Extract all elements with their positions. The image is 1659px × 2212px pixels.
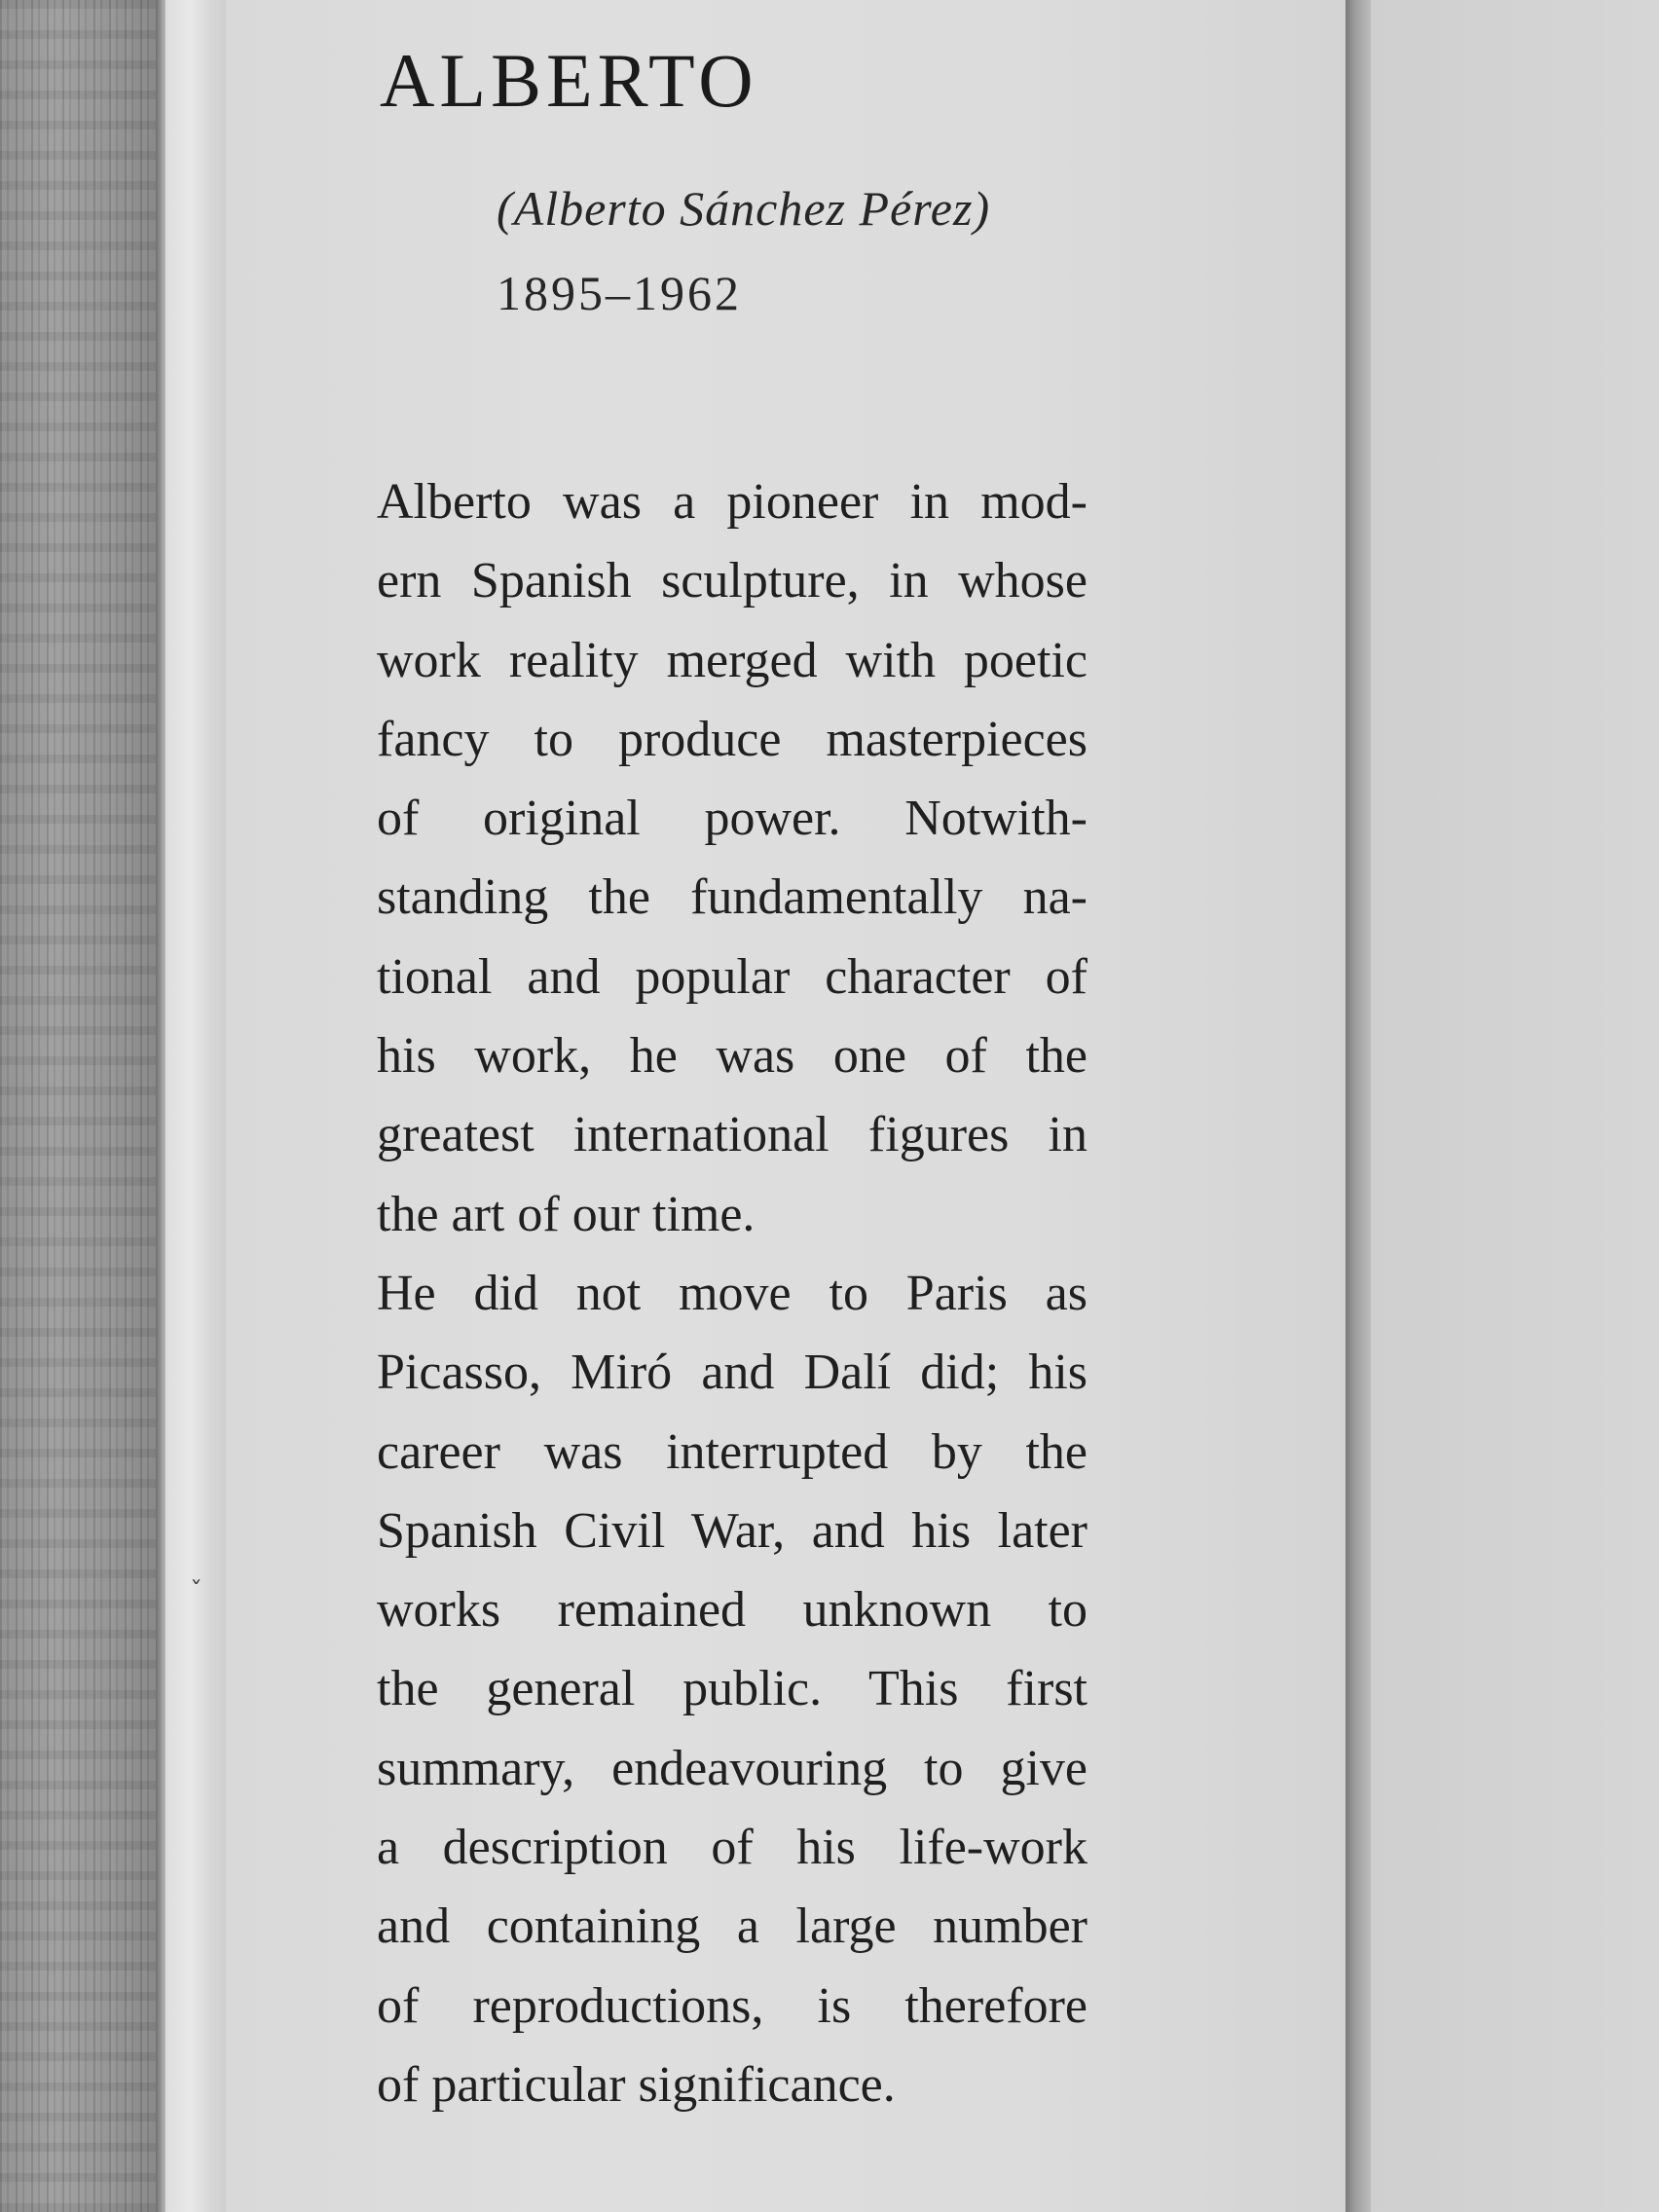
text-line: He did not move to Paris as	[377, 1265, 1088, 1321]
text-line: Alberto was a pioneer in mod-	[377, 474, 1088, 530]
text-line: tional and popular character of	[377, 948, 1088, 1005]
document-title: ALBERTO	[380, 38, 758, 123]
text-line: ern Spanish sculpture, in whose	[377, 553, 1088, 609]
artist-dates: 1895–1962	[497, 266, 742, 320]
text-line: works remained unknown to	[377, 1582, 1088, 1639]
page-edge-shadow	[1346, 0, 1371, 2212]
body-text	[377, 462, 1088, 2124]
text-line: fancy to produce masterpieces	[377, 711, 1088, 767]
text-line: and containing a large number	[377, 1899, 1088, 1955]
text-line: greatest international figures in	[377, 1107, 1088, 1163]
text-line: work reality merged with poetic	[377, 632, 1088, 688]
stray-mark: ˇ	[190, 1577, 203, 1606]
wooden-surface	[0, 0, 164, 2212]
text-line: Spanish Civil War, and his later	[377, 1502, 1088, 1559]
wood-edge	[156, 0, 166, 2212]
text-line: his work, he was one of the	[377, 1028, 1088, 1085]
text-line: career was interrupted by the	[377, 1423, 1088, 1480]
text-line: the general public. This first	[377, 1661, 1088, 1717]
text-line: standing the fundamentally na-	[377, 869, 1088, 926]
text-line: the art of our time.	[377, 1186, 756, 1242]
text-line: of reproductions, is therefore	[377, 1977, 1088, 2034]
text-line: summary, endeavouring to give	[377, 1740, 1088, 1796]
adjacent-page	[1371, 0, 1659, 2212]
text-line: Picasso, Miró and Dalí did; his	[377, 1345, 1088, 1401]
jacket-flap-edge	[166, 0, 226, 2212]
text-line: of particular significance.	[377, 2056, 896, 2113]
artist-full-name: (Alberto Sánchez Pérez)	[497, 181, 991, 236]
text-line: a description of his life-work	[377, 1820, 1088, 1876]
text-line: of original power. Notwith-	[377, 791, 1088, 847]
